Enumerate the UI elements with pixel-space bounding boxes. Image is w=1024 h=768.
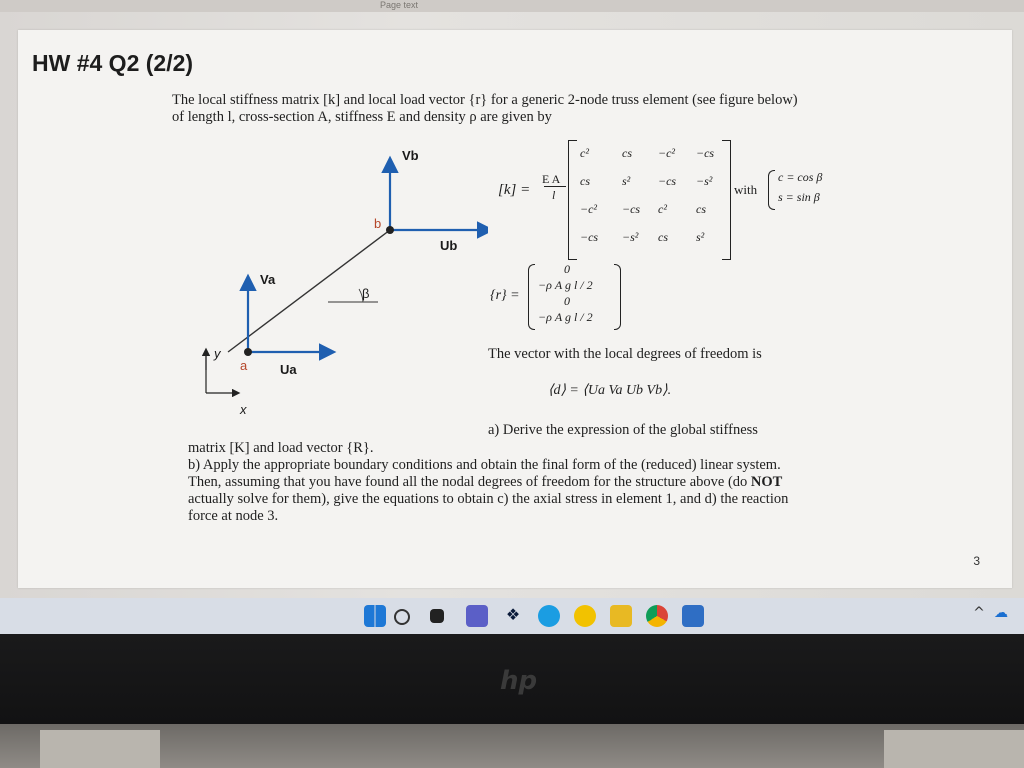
part-b: b) Apply the appropriate boundary conditions and obtain the final form of the (reduced) linear system. [188, 457, 781, 473]
node-b [386, 226, 394, 234]
matrix-factor-bar [544, 186, 566, 187]
windows-taskbar [0, 598, 1024, 634]
ua-label: Ua [280, 362, 297, 377]
task-view-icon[interactable] [430, 609, 444, 623]
matrix-cell: s² [622, 174, 631, 188]
matrix-factor-denominator: l [552, 188, 556, 202]
not-emphasis: NOT [750, 474, 783, 490]
left-hinge [40, 730, 160, 768]
matrix-lhs: [k] = [498, 182, 531, 198]
matrix-cell: c² [580, 146, 589, 160]
matrix-cell: s² [696, 230, 705, 244]
definition-brace [768, 170, 775, 210]
matrix-cell: cs [658, 230, 668, 244]
edge-icon[interactable] [538, 605, 560, 627]
va-label: Va [260, 272, 276, 287]
dof-sentence: The vector with the local degrees of freedom is [488, 346, 762, 362]
hp-logo: hp [500, 666, 538, 696]
file-explorer-icon[interactable] [610, 605, 632, 627]
then-line-1: Then, assuming that you have found all the nodal degrees of freedom for the structure above (do [188, 474, 748, 490]
node-a-label: a [240, 358, 248, 373]
right-hinge [884, 730, 1024, 768]
matrix-cell: −cs [580, 230, 599, 244]
chrome-icon[interactable] [646, 605, 668, 627]
matrix-cell: −s² [696, 174, 713, 188]
then-line-2: actually solve for them), give the equations to obtain c) the axial stress in element 1, and d) the reaction force at node 3. [188, 491, 789, 524]
app-w-icon[interactable] [574, 605, 596, 627]
load-vector-entry: −ρ A g l / 2 [538, 310, 593, 324]
ub-label: Ub [440, 238, 458, 253]
node-b-label: b [374, 216, 382, 231]
load-vector-entry: 0 [564, 294, 570, 308]
dof-vector: ⟨d⟩ = ⟨Ua Va Ub Vb⟩. [548, 383, 672, 398]
matrix-cell: c² [658, 202, 667, 216]
s-definition: s = sin β [778, 190, 820, 204]
c-definition: c = cos β [778, 170, 823, 184]
load-vector-left-brace [528, 264, 535, 330]
cloud-sync-icon[interactable]: ☁ [994, 605, 1008, 621]
store-icon[interactable] [682, 605, 704, 627]
matrix-cell: cs [622, 146, 632, 160]
matrix-right-bracket [722, 140, 731, 260]
teams-chat-icon[interactable] [466, 605, 488, 627]
then-paragraph [188, 474, 800, 525]
vb-label: Vb [402, 148, 419, 163]
page-number: 3 [973, 554, 980, 568]
matrix-cell: −cs [696, 146, 715, 160]
matrix-left-bracket [568, 140, 577, 260]
questions-text [188, 440, 800, 525]
matrix-cell: −cs [622, 202, 641, 216]
matrix-cell: cs [580, 174, 590, 188]
part-a-start: a) Derive the expression of the global stiffness [488, 422, 758, 438]
search-icon[interactable] [394, 609, 410, 625]
matrix-cell: −cs [658, 174, 677, 188]
matrix-cell: −s² [622, 230, 639, 244]
chevron-up-icon[interactable]: ^ [973, 605, 985, 621]
truss-diagram [168, 138, 488, 438]
page-title: HW #4 Q2 (2/2) [32, 50, 194, 76]
top-partial-text: Page text [380, 0, 419, 10]
stiffness-matrix [486, 140, 836, 260]
axis-y-label: y [214, 346, 221, 361]
document-page [18, 30, 1012, 588]
laptop-bezel [0, 634, 1024, 724]
angle-label: β [362, 286, 370, 301]
windows-start-icon[interactable] [364, 605, 386, 627]
part-a-end: matrix [K] and load vector {R}. [188, 440, 374, 456]
matrix-cell: cs [696, 202, 706, 216]
load-vector [490, 262, 670, 332]
matrix-cell: −c² [658, 146, 676, 160]
axis-x-label: x [240, 402, 247, 417]
load-vector-entry: 0 [564, 262, 570, 276]
matrix-cell: −c² [580, 202, 598, 216]
load-vector-lhs: {r} = [490, 288, 520, 303]
matrix-factor-numerator: E A [542, 172, 561, 186]
dropbox-icon[interactable]: ❖ [505, 605, 521, 624]
node-a [244, 348, 252, 356]
window-top-strip [0, 0, 1024, 12]
load-vector-entry: −ρ A g l / 2 [538, 278, 593, 292]
load-vector-right-brace [614, 264, 621, 330]
with-label: with [734, 182, 758, 197]
intro-paragraph: The local stiffness matrix [k] and local load vector {r} for a generic 2-node truss element (see figure below) of length l, cross-section A, stiffness E and density ρ are given by [172, 92, 798, 125]
